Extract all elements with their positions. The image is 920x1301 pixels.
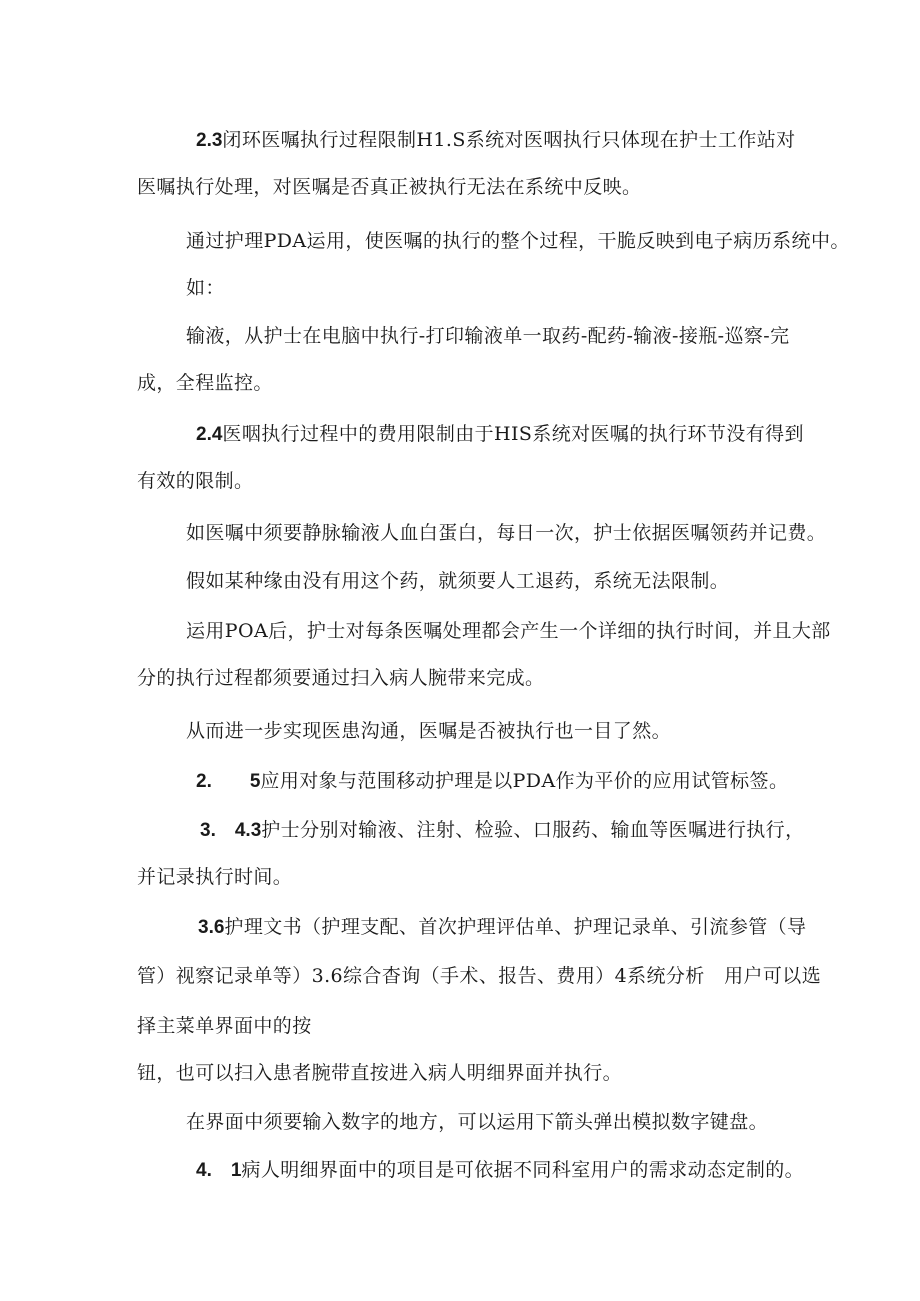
paragraph-line	[196, 421, 804, 448]
paragraph-line	[198, 914, 806, 941]
section-number: 3.6	[198, 917, 225, 938]
section-number: 2. 5	[196, 771, 261, 792]
paragraph-line	[137, 665, 544, 692]
paragraph-line	[186, 1109, 768, 1136]
line-text: 医咽执行过程中的费用限制由于HIS系统对医嘱的执行环节没有得到	[222, 423, 804, 445]
section-number: 4. 1	[196, 1160, 242, 1181]
section-number: 3. 4.3	[200, 820, 262, 841]
line-text: 并记录执行时间。	[137, 866, 293, 888]
line-text: 应用对象与范围移动护理是以PDA作为平价的应用试管标签。	[260, 770, 789, 792]
line-text: 闭环医嘱执行过程限制H1.S系统对医咽执行只体现在护士工作站对	[222, 129, 796, 151]
section-number: 2.3	[196, 130, 223, 151]
paragraph-line	[186, 228, 850, 255]
paragraph-line	[196, 1157, 804, 1184]
paragraph-line	[196, 127, 796, 154]
line-text: 管）视察记录单等）3.6综合杳询（手术、报告、费用）4系统分析 用户可以选	[137, 965, 822, 987]
paragraph-line	[137, 1060, 622, 1087]
line-text: 护士分别对输液、注射、检验、口服药、输血等医嘱进行执行，	[261, 819, 805, 841]
paragraph-line	[196, 768, 788, 795]
line-text: 病人明细界面中的项目是可依据不同科室用户的需求动态定制的。	[241, 1159, 805, 1181]
line-text: 医嘱执行处理，对医嘱是否真正被执行无法在系统中反映。	[137, 176, 642, 198]
line-text: 运用POA后，护士对每条医嘱处理都会产生一个详细的执行时间，并且大部	[186, 620, 831, 642]
line-text: 钮，也可以扫入患者腕带直按进入病人明细界面并执行。	[137, 1062, 623, 1084]
paragraph-line	[137, 1013, 312, 1040]
paragraph-line	[186, 568, 729, 595]
line-text: 在界面中须要输入数字的地方，可以运用下箭头弹出模拟数字键盘。	[186, 1111, 769, 1133]
line-text: 如：	[186, 277, 225, 299]
paragraph-line	[186, 618, 831, 645]
paragraph-line	[186, 323, 790, 350]
paragraph-line	[186, 275, 225, 302]
line-text: 择主菜单界面中的按	[137, 1015, 312, 1037]
paragraph-line	[137, 174, 641, 201]
line-text: 分的执行过程都须要通过扫入病人腕带来完成。	[137, 667, 545, 689]
paragraph-line	[186, 718, 671, 745]
line-text: 有效的限制。	[137, 470, 254, 492]
line-text: 假如某种缘由没有用这个药，就须要人工退药，系统无法限制。	[186, 570, 730, 592]
paragraph-line	[137, 370, 273, 397]
line-text: 输液，从护士在电脑中执行-打印输液单一取药-配药-输液-接瓶-巡察-完	[186, 325, 790, 347]
line-text: 通过护理PDA运用，使医嘱的执行的整个过程，干脆反映到电子病历系统中。	[186, 230, 850, 252]
section-number: 2.4	[196, 424, 223, 445]
line-text: 护理文书（护理支配、首次护理评估单、护理记录单、引流参管（导	[224, 916, 807, 938]
paragraph-line	[200, 817, 804, 844]
line-text: 如医嘱中须要静脉输液人血白蛋白，每日一次，护士依据医嘱领药并记费。	[186, 522, 827, 544]
line-text: 从而进一步实现医患沟通，医嘱是否被执行也一目了然。	[186, 720, 672, 742]
line-text: 成，全程监控。	[137, 372, 273, 394]
paragraph-line	[186, 520, 826, 547]
paragraph-line	[137, 963, 821, 990]
paragraph-line	[137, 468, 253, 495]
paragraph-line	[137, 864, 292, 891]
